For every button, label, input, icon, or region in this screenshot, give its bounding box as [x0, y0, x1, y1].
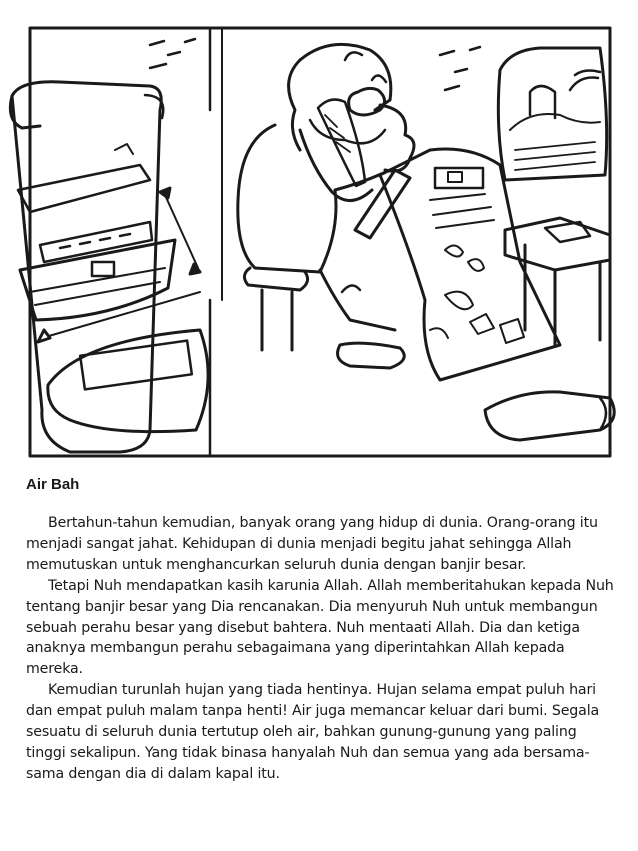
noah-figure [238, 44, 414, 368]
story-paragraph-3: Kemudian turunlah hujan yang tiada hentinya. Hujan selama empat puluh hari dan empat puluh malam tanpa henti! Air juga memancar keluar dari bumi. Segala sesuatu di seluruh dunia tertutup oleh air, bahkan gunung-gunung yang paling tinggi sekalipun. Yang tidak binasa hanyalah Nuh dan semua yang ada bersama-sama dengan dia di dalam kapal itu. [26, 682, 600, 782]
picture-frame [30, 28, 610, 456]
story-text [26, 476, 616, 785]
story-paragraph-2: Tetapi Nuh mendapatkan kasih karunia Allah. Allah memberitahukan kepada Nuh tentang banjir besar yang Dia rencanakan. Dia menyuruh Nuh untuk membangun sebuah perahu besar yang disebut bahtera. Nuh mentaati Allah. Dia dan ketiga anaknya membangun perahu sebagaimana yang diperintahkan Allah kepada mereka. [26, 577, 614, 678]
small-scroll [485, 392, 614, 440]
window-landscape [498, 48, 606, 180]
story-paragraph-1: Bertahun-tahun kemudian, banyak orang yang hidup di dunia. Orang-orang itu menjadi sangat jahat. Kehidupan di dunia menjadi begitu jahat sehingga Allah memutuskan untuk menghancurkan seluruh dunia dengan banjir besar. [26, 515, 598, 573]
ark-blueprint-scroll [10, 82, 208, 452]
story-title: Air Bah [26, 476, 80, 493]
